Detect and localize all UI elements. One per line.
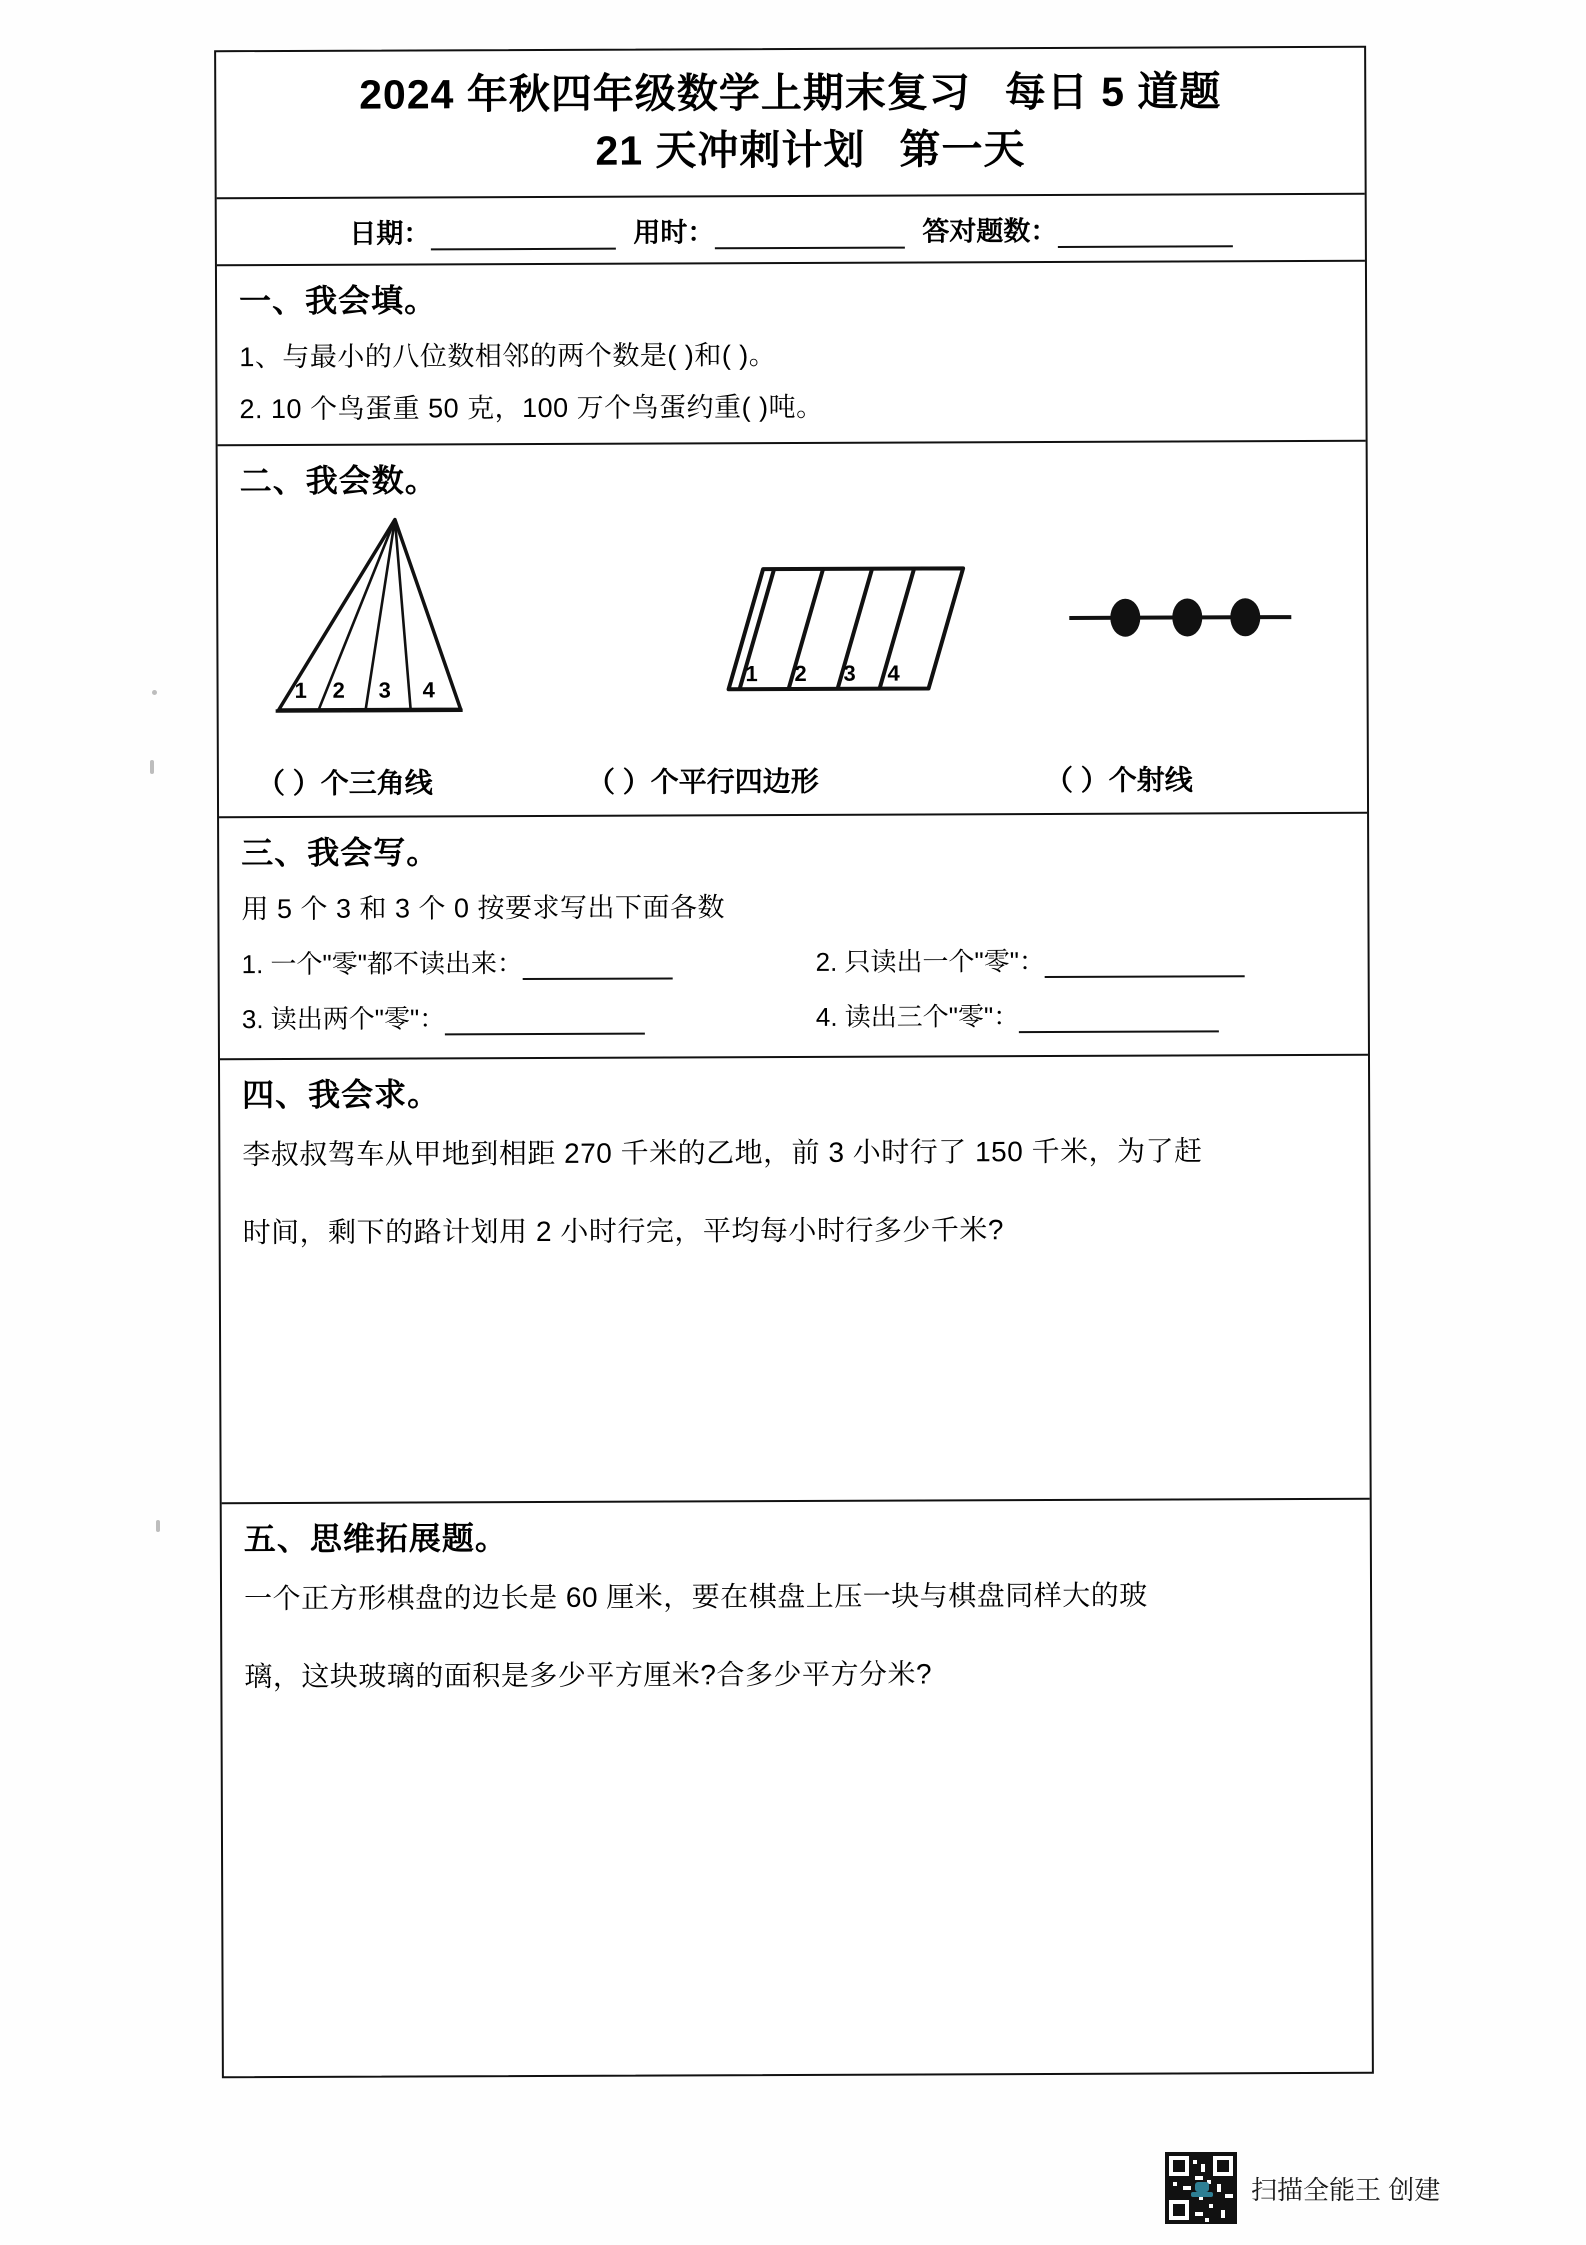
scan-speckle bbox=[156, 1520, 160, 1532]
section-3-items bbox=[219, 926, 1367, 1058]
time-label: 用时： bbox=[633, 217, 715, 248]
title-plan: 21 天冲刺计划 bbox=[595, 127, 866, 175]
scan-speckle bbox=[152, 690, 157, 695]
title-main: 2024 年秋四年级数学上期末复习 bbox=[359, 69, 971, 118]
write-item-1-answer-line[interactable] bbox=[523, 953, 673, 980]
count-ray: （ ）个射线 bbox=[1044, 764, 1193, 796]
section-2-figures bbox=[218, 502, 1367, 756]
write-item-3 bbox=[220, 985, 794, 1042]
section-5-answer-space[interactable] bbox=[222, 1702, 1372, 2156]
worksheet-meta-row bbox=[217, 195, 1365, 266]
correct-count-input-line[interactable] bbox=[1057, 219, 1232, 248]
page-title-line-1 bbox=[236, 64, 1344, 124]
section-5-body-line-1: 一个正方形棋盘的边长是 60 厘米，要在棋盘上压一块与棋盘同样大的玻 bbox=[243, 1579, 1148, 1614]
section-2-count-blanks bbox=[219, 752, 1367, 816]
section-4-answer-space[interactable] bbox=[221, 1258, 1370, 1472]
date-label: 日期： bbox=[349, 218, 431, 249]
triangle-label-2: 2 bbox=[332, 677, 345, 703]
section-2-heading: 二、我会数。 bbox=[239, 462, 438, 499]
write-item-4-label: 4. 读出三个"零"： bbox=[815, 1000, 1020, 1032]
ray-svg bbox=[1063, 587, 1303, 648]
section-fill-in bbox=[217, 262, 1366, 446]
write-item-2 bbox=[793, 928, 1367, 985]
section-solve bbox=[220, 1056, 1370, 1504]
write-item-3-label: 3. 读出两个"零"： bbox=[241, 1003, 446, 1034]
count-parallelogram: （ ）个平行四边形 bbox=[586, 765, 819, 798]
triangle-label-3: 3 bbox=[378, 677, 391, 703]
worksheet-sheet bbox=[214, 46, 1374, 2078]
scan-speckle bbox=[150, 760, 154, 774]
triangle-svg bbox=[270, 509, 541, 725]
parallelogram-svg bbox=[688, 553, 989, 704]
worksheet-title-block bbox=[216, 48, 1365, 199]
write-item-4 bbox=[794, 983, 1368, 1040]
time-input-line[interactable] bbox=[714, 220, 904, 249]
scan-watermark bbox=[1165, 2152, 1440, 2224]
write-item-1 bbox=[219, 930, 793, 987]
time-field[interactable] bbox=[633, 209, 904, 249]
section-3-heading: 三、我会写。 bbox=[241, 834, 440, 871]
title-sub: 每日 5 道题 bbox=[1004, 68, 1222, 116]
title-day: 第一天 bbox=[899, 126, 1026, 173]
parallelogram-label-4: 4 bbox=[887, 660, 900, 686]
section-counting bbox=[218, 442, 1367, 818]
write-item-4-answer-line[interactable] bbox=[1019, 1006, 1219, 1033]
write-item-1-label: 1. 一个"零"都不读出来： bbox=[241, 947, 524, 979]
qr-code-icon bbox=[1165, 2152, 1237, 2224]
section-3-prompt: 用 5 个 3 和 3 个 0 按要求写出下面各数 bbox=[241, 892, 726, 924]
section-extension bbox=[222, 1500, 1372, 2157]
write-item-3-answer-line[interactable] bbox=[445, 1008, 645, 1035]
section-5-heading: 五、思维拓展题。 bbox=[243, 1519, 508, 1557]
section-1-question-1: 1、与最小的八位数相邻的两个数是( )和( )。 bbox=[239, 339, 777, 372]
correct-count-label: 答对题数： bbox=[922, 215, 1058, 247]
watermark-text: 扫描全能王 创建 bbox=[1251, 2174, 1441, 2205]
date-input-line[interactable] bbox=[430, 221, 615, 250]
ray-figure bbox=[1063, 587, 1303, 653]
section-5-body-line-2: 璃，这块玻璃的面积是多少平方厘米?合多少平方分米? bbox=[244, 1658, 933, 1692]
triangle-label-1: 1 bbox=[294, 677, 307, 703]
correct-count-field[interactable] bbox=[922, 208, 1232, 248]
parallelogram-label-2: 2 bbox=[794, 660, 807, 686]
write-item-2-label: 2. 只读出一个"零"： bbox=[815, 945, 1046, 977]
parallelogram-figure bbox=[688, 553, 989, 709]
write-item-2-answer-line[interactable] bbox=[1045, 951, 1245, 978]
section-4-heading: 四、我会求。 bbox=[242, 1076, 441, 1113]
section-writing bbox=[219, 814, 1368, 1060]
section-1-question-2: 2. 10 个鸟蛋重 50 克，100 万个鸟蛋约重( )吨。 bbox=[239, 391, 824, 424]
section-4-body-line-1: 李叔叔驾车从甲地到相距 270 千米的乙地，前 3 小时行了 150 千米，为了赶 bbox=[242, 1135, 1203, 1170]
section-1-heading: 一、我会填。 bbox=[239, 282, 438, 319]
triangle-figure bbox=[270, 509, 541, 730]
parallelogram-label-3: 3 bbox=[843, 660, 856, 686]
parallelogram-label-1: 1 bbox=[745, 660, 758, 686]
section-4-body-line-2: 时间，剩下的路计划用 2 小时行完，平均每小时行多少千米? bbox=[242, 1213, 1004, 1248]
date-field[interactable] bbox=[349, 210, 615, 250]
page-title-line-2 bbox=[236, 119, 1344, 183]
triangle-label-4: 4 bbox=[422, 677, 435, 703]
count-triangle: （ ）个三角线 bbox=[256, 767, 433, 799]
